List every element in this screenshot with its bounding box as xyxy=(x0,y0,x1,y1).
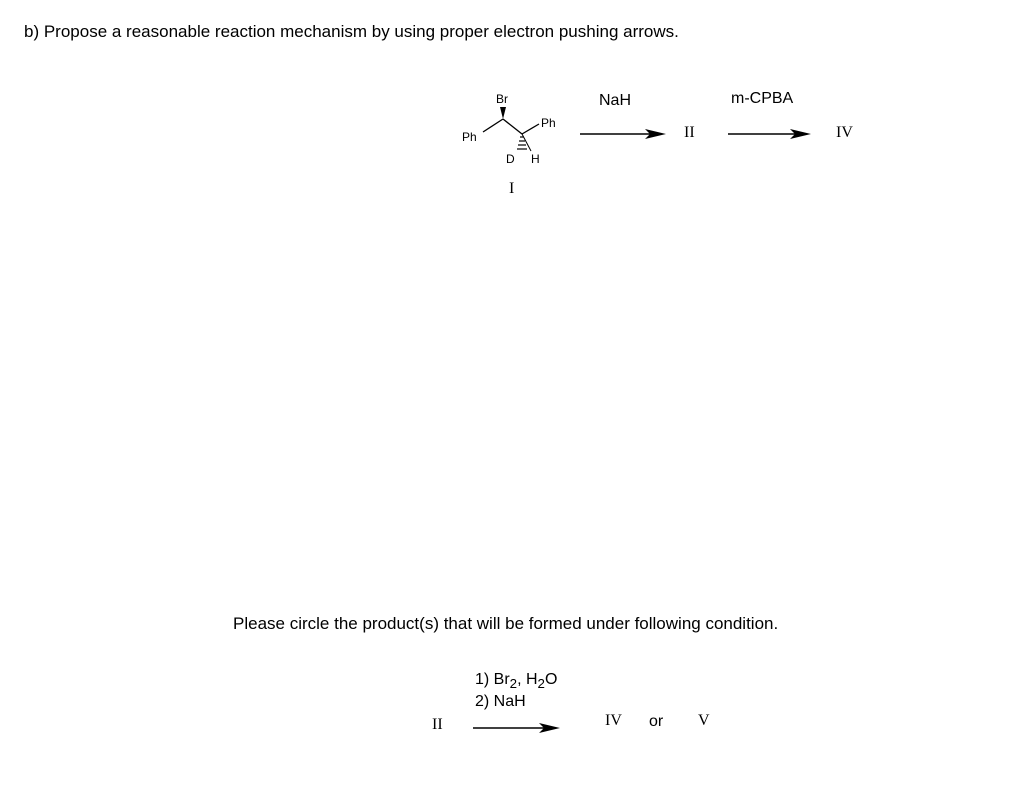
wedge-bond-br xyxy=(500,107,506,119)
start-compound-ii: II xyxy=(432,716,443,733)
reaction-arrow-bromination xyxy=(473,723,560,733)
hashed-bond-d xyxy=(517,137,527,149)
condition-step-1: 1) $Br_2$, $H_2O$ xyxy=(475,671,558,692)
product-ii: II xyxy=(684,124,695,141)
reaction-arrow-mcpba xyxy=(728,129,811,139)
or-text: or xyxy=(649,713,664,730)
part-b-question: b) Propose a reasonable reaction mechanism by using proper electron pushing arrows. xyxy=(24,22,679,41)
condition-step-2: 2) NaH xyxy=(475,693,526,710)
choice-v[interactable]: V xyxy=(698,712,710,729)
atom-br: Br xyxy=(496,92,508,106)
compound-label-i: I xyxy=(509,180,515,197)
atom-ph-left: Ph xyxy=(462,130,477,144)
reaction-arrow-nah xyxy=(580,129,666,139)
reagent-mcpba: m-CPBA xyxy=(731,90,794,107)
reagent-nah: NaH xyxy=(599,92,632,109)
bond-c1-c2 xyxy=(503,119,522,134)
atom-ph-right: Ph xyxy=(541,116,556,130)
product-iv: IV xyxy=(836,124,853,141)
atom-d: D xyxy=(506,152,515,166)
choice-iv[interactable]: IV xyxy=(605,712,622,729)
bond-ph-c1 xyxy=(483,119,503,132)
circle-product-instruction: Please circle the product(s) that will be formed under following condition. xyxy=(233,614,779,633)
bond-c2-ph xyxy=(522,124,539,134)
atom-h: H xyxy=(531,152,540,166)
